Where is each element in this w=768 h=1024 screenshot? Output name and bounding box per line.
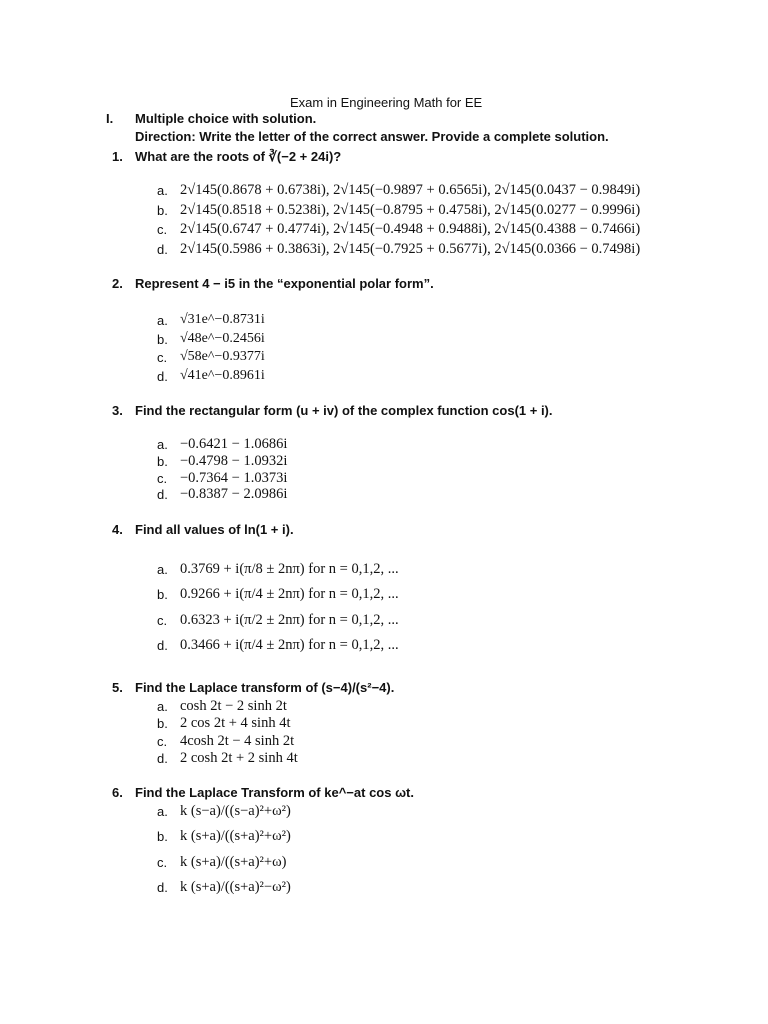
choice-text: −0.7364 − 1.0373i [180, 470, 288, 486]
section-heading: Multiple choice with solution. [135, 111, 317, 126]
choice-text: k (s+a)/((s+a)²+ω²) [180, 828, 291, 844]
choice-letter: d. [157, 369, 168, 384]
choice-letter: b. [157, 203, 168, 218]
choice-text: √48e^−0.2456i [180, 331, 265, 346]
question-number: 5. [112, 680, 123, 695]
choice-text: −0.6421 − 1.0686i [180, 436, 288, 452]
choice-letter: b. [157, 332, 168, 347]
question-prompt: Find the Laplace transform of (s−4)/(s²−4). [135, 680, 395, 695]
direction-text: Write the letter of the correct answer. Provide a complete solution. [199, 129, 609, 144]
exam-title: Exam in Engineering Math for EE [290, 95, 483, 110]
choice-text: 2 cos 2t + 4 sinh 4t [180, 715, 291, 731]
choice-letter: b. [157, 587, 168, 602]
choice-letter: b. [157, 454, 168, 469]
choice-letter: a. [157, 804, 168, 819]
question-number: 1. [112, 149, 123, 164]
choice-letter: b. [157, 829, 168, 844]
choice-text: −0.4798 − 1.0932i [180, 453, 288, 469]
choice-letter: a. [157, 313, 168, 328]
question-prompt: Find the rectangular form (u + iv) of the complex function cos(1 + i). [135, 403, 553, 418]
choice-letter: d. [157, 880, 168, 895]
question-prompt: Find the Laplace Transform of ke^−at cos ωt. [135, 785, 414, 800]
choice-text: k (s−a)/((s−a)²+ω²) [180, 803, 291, 819]
choice-text: 2√145(0.5986 + 0.3863i), 2√145(−0.7925 + 0.5677i), 2√145(0.0366 − 0.7498i) [180, 241, 641, 257]
choice-letter: c. [157, 855, 168, 870]
choice-text: 4cosh 2t − 4 sinh 2t [180, 733, 295, 749]
choice-text: k (s+a)/((s+a)²−ω²) [180, 879, 291, 895]
choice-text: √31e^−0.8731i [180, 312, 265, 327]
choice-text: 0.3466 + i(π/4 ± 2nπ) for n = 0,1,2, ... [180, 637, 399, 653]
choice-text: k (s+a)/((s+a)²+ω) [180, 854, 287, 870]
choice-letter: c. [157, 350, 168, 365]
question-number: 6. [112, 785, 123, 800]
direction-label: Direction: [135, 129, 196, 144]
section-numeral: I. [106, 111, 114, 126]
choice-text: 2 cosh 2t + 2 sinh 4t [180, 750, 298, 766]
choice-letter: b. [157, 716, 168, 731]
choice-letter: a. [157, 437, 168, 452]
choice-text: 0.9266 + i(π/4 ± 2nπ) for n = 0,1,2, ... [180, 586, 399, 602]
choice-text: 2√145(0.6747 + 0.4774i), 2√145(−0.4948 + 0.9488i), 2√145(0.4388 − 0.7466i) [180, 221, 641, 237]
question-prompt: What are the roots of ∛(−2 + 24i)? [135, 149, 342, 164]
choice-letter: c. [157, 471, 168, 486]
question-number: 4. [112, 522, 123, 537]
choice-text: 0.3769 + i(π/8 ± 2nπ) for n = 0,1,2, ... [180, 561, 399, 577]
choice-letter: a. [157, 562, 168, 577]
choice-text: 2√145(0.8518 + 0.5238i), 2√145(−0.8795 + 0.4758i), 2√145(0.0277 − 0.9996i) [180, 202, 641, 218]
choice-letter: d. [157, 242, 168, 257]
question-number: 2. [112, 276, 123, 291]
question-number: 3. [112, 403, 123, 418]
choice-letter: a. [157, 699, 168, 714]
choice-text: √58e^−0.9377i [180, 349, 265, 364]
choice-text: √41e^−0.8961i [180, 368, 265, 383]
choice-text: cosh 2t − 2 sinh 2t [180, 698, 287, 714]
choice-letter: d. [157, 638, 168, 653]
choice-letter: c. [157, 734, 168, 749]
question-prompt: Represent 4 − i5 in the “exponential polar form”. [135, 276, 434, 291]
choice-text: 2√145(0.8678 + 0.6738i), 2√145(−0.9897 + 0.6565i), 2√145(0.0437 − 0.9849i) [180, 182, 641, 198]
choice-letter: d. [157, 751, 168, 766]
question-prompt: Find all values of ln(1 + i). [135, 522, 294, 537]
choice-letter: a. [157, 183, 168, 198]
choice-text: 0.6323 + i(π/2 ± 2nπ) for n = 0,1,2, ... [180, 612, 399, 628]
choice-text: −0.8387 − 2.0986i [180, 486, 288, 502]
choice-letter: d. [157, 487, 168, 502]
choice-letter: c. [157, 222, 168, 237]
choice-letter: c. [157, 613, 168, 628]
direction-line [135, 129, 609, 145]
